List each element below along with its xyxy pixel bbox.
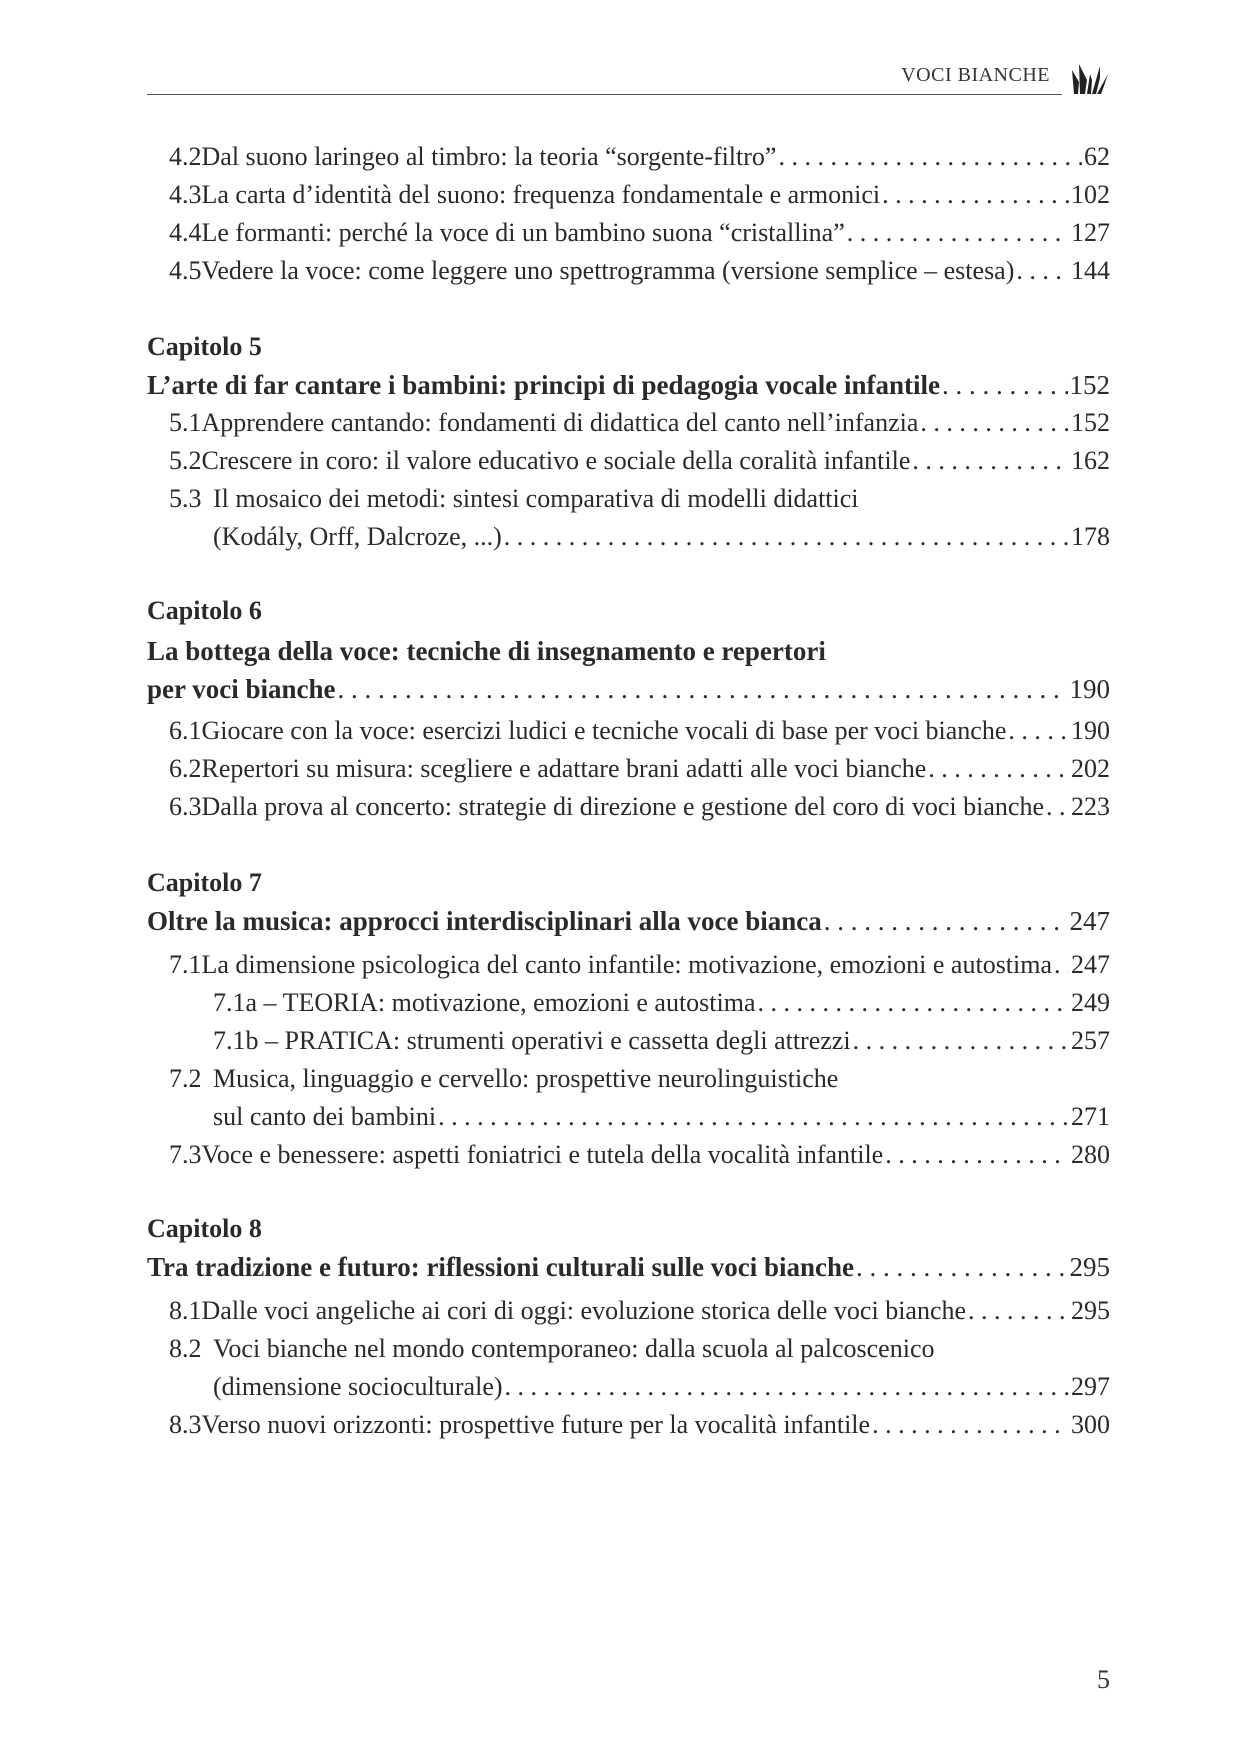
page-ref: 257 [1071,1026,1110,1055]
dot-leader [758,988,1069,1018]
dot-leader [1016,256,1069,286]
dot-leader [872,1410,1069,1440]
subsection-title: 7.1b – PRATICA: strumenti operativi e cassetta degli attrezzi [213,1026,851,1055]
toc-entry-7-2[interactable] [169,1064,1110,1094]
dot-leader [778,142,1082,172]
section-number: 8.1 [169,1296,202,1325]
page-ref: 247 [1069,906,1110,936]
section-title: Voci bianche nel mondo contemporaneo: dalla scuola al palcoscenico [213,1334,935,1363]
section-number: 8.3 [169,1410,202,1439]
page-ref: 162 [1071,446,1110,475]
toc-chapter-6[interactable] [147,674,1110,705]
toc-entry-5-2[interactable] [169,446,1110,476]
page-ref: 62 [1084,142,1110,171]
page-ref: 202 [1071,754,1110,783]
dot-leader [338,674,1068,705]
page-ref: 223 [1071,792,1110,821]
section-title-continued: sul canto dei bambini [213,1102,437,1131]
section-number: 7.3 [169,1140,202,1169]
section-number: 4.2 [169,142,202,171]
section-title: La dimensione psicologica del canto infantile: motivazione, emozioni e autostima [201,950,1053,979]
section-number: 5.3 [169,484,202,513]
chapter-title: Tra tradizione e futuro: riflessioni culturali sulle voci bianche [147,1252,854,1282]
dot-leader [504,522,1069,552]
section-number: 6.1 [169,716,202,745]
running-header [147,56,1110,96]
page-ref: 300 [1071,1410,1110,1439]
section-title: Crescere in coro: il valore educativo e sociale della coralità infantile [201,446,911,475]
chapter-label: Capitolo 6 [147,596,262,625]
page-ref: 295 [1069,1252,1110,1282]
toc-entry-4-3[interactable] [169,180,1110,210]
section-title: Verso nuovi orizzonti: prospettive future per la vocalità infantile [201,1410,871,1439]
section-title: Voce e benessere: aspetti foniatrici e tutela della vocalità infantile [201,1140,884,1169]
dot-leader [968,1296,1069,1326]
section-title: Le formanti: perché la voce di un bambino suona “cristallina” [201,218,845,247]
dot-leader [853,1026,1069,1056]
toc-entry-5-3-continued[interactable] [213,522,1110,552]
stylized-grass-logo-icon [1070,60,1110,96]
chapter-label: Capitolo 5 [147,332,262,361]
toc-entry-8-3[interactable] [169,1410,1110,1440]
dot-leader [1046,792,1069,822]
toc-chapter-7[interactable] [147,906,1110,937]
toc-entry-5-3[interactable] [169,484,1110,514]
toc-entry-7-1a[interactable] [213,988,1110,1018]
toc-entry-8-1[interactable] [169,1296,1110,1326]
section-number: 8.2 [169,1334,202,1363]
chapter-title: La bottega della voce: tecniche di insegnamento e repertori [147,636,826,666]
toc-entry-7-1b[interactable] [213,1026,1110,1056]
page-ref: 190 [1071,716,1110,745]
chapter-label: Capitolo 7 [147,868,262,897]
page-ref: 247 [1071,950,1110,979]
chapter-label: Capitolo 8 [147,1214,262,1243]
page-ref: 280 [1071,1140,1110,1169]
toc-chapter-8[interactable] [147,1252,1110,1283]
section-title: Apprendere cantando: fondamenti di didattica del canto nell’infanzia [201,408,919,437]
page-ref: 295 [1071,1296,1110,1325]
section-title: La carta d’identità del suono: frequenza fondamentale e armonici [201,180,881,209]
section-title: Repertori su misura: scegliere e adattare brani adatti alle voci bianche [201,754,927,783]
dot-leader [1008,716,1069,746]
section-number: 5.1 [169,408,202,437]
dot-leader [438,1102,1069,1132]
page-ref: 249 [1071,988,1110,1017]
toc-entry-7-1[interactable] [169,950,1110,980]
toc-entry-4-4[interactable] [169,218,1110,248]
page-ref: 152 [1071,408,1110,437]
section-number: 4.4 [169,218,202,247]
dot-leader [885,1140,1069,1170]
section-title: Dalla prova al concerto: strategie di direzione e gestione del coro di voci bianche [201,792,1044,821]
toc-entry-6-3[interactable] [169,792,1110,822]
dot-leader [505,1372,1069,1402]
section-number: 7.1 [169,950,202,979]
dot-leader [928,754,1069,784]
dot-leader [847,218,1069,248]
page-ref: 102 [1071,180,1110,209]
toc-entry-7-2-continued[interactable] [213,1102,1110,1132]
dot-leader [824,906,1068,937]
header-rule [147,94,1062,95]
section-number: 7.2 [169,1064,202,1093]
page-ref: 178 [1071,522,1110,551]
chapter-title: L’arte di far cantare i bambini: principi di pedagogia vocale infantile [147,370,941,400]
toc-entry-7-3[interactable] [169,1140,1110,1170]
page-ref: 297 [1071,1372,1110,1401]
section-title: Vedere la voce: come leggere uno spettrogramma (versione semplice – estesa) [201,256,1015,285]
toc-entry-4-2[interactable] [169,142,1110,172]
section-title: Giocare con la voce: esercizi ludici e tecniche vocali di base per voci bianche [201,716,1007,745]
toc-entry-6-2[interactable] [169,754,1110,784]
chapter-title-continued: per voci bianche [147,674,336,704]
running-header-title: VOCI BIANCHE [901,64,1050,86]
dot-leader [882,180,1069,210]
toc-entry-8-2[interactable] [169,1334,1110,1364]
dot-leader [1054,950,1069,980]
page-ref: 271 [1071,1102,1110,1131]
page-ref: 127 [1071,218,1110,247]
dot-leader [920,408,1069,438]
section-number: 6.3 [169,792,202,821]
section-title-continued: (Kodály, Orff, Dalcroze, ...) [213,522,502,551]
page-number: 5 [1097,1665,1110,1694]
page-ref: 144 [1071,256,1110,285]
subsection-title: 7.1a – TEORIA: motivazione, emozioni e autostima [213,988,756,1017]
toc-entry-4-5[interactable] [169,256,1110,286]
section-title-continued: (dimensione socioculturale) [213,1372,503,1401]
section-title: Musica, linguaggio e cervello: prospettive neurolinguistiche [213,1064,839,1093]
toc-entry-8-2-continued[interactable] [213,1372,1110,1402]
section-title: Il mosaico dei metodi: sintesi comparativa di modelli didattici [213,484,859,513]
toc-chapter-5[interactable] [147,370,1110,401]
page-ref: 152 [1069,370,1110,400]
section-title: Dal suono laringeo al timbro: la teoria “sorgente-filtro” [201,142,777,171]
toc-entry-5-1[interactable] [169,408,1110,438]
toc-entry-6-1[interactable] [169,716,1110,746]
dot-leader [856,1252,1068,1283]
section-number: 6.2 [169,754,202,783]
section-number: 5.2 [169,446,202,475]
section-number: 4.3 [169,180,202,209]
section-title: Dalle voci angeliche ai cori di oggi: evoluzione storica delle voci bianche [201,1296,967,1325]
page-ref: 190 [1069,674,1110,704]
chapter-title: Oltre la musica: approcci interdisciplinari alla voce bianca [147,906,822,936]
section-number: 4.5 [169,256,202,285]
dot-leader [912,446,1069,476]
dot-leader [942,370,1067,401]
